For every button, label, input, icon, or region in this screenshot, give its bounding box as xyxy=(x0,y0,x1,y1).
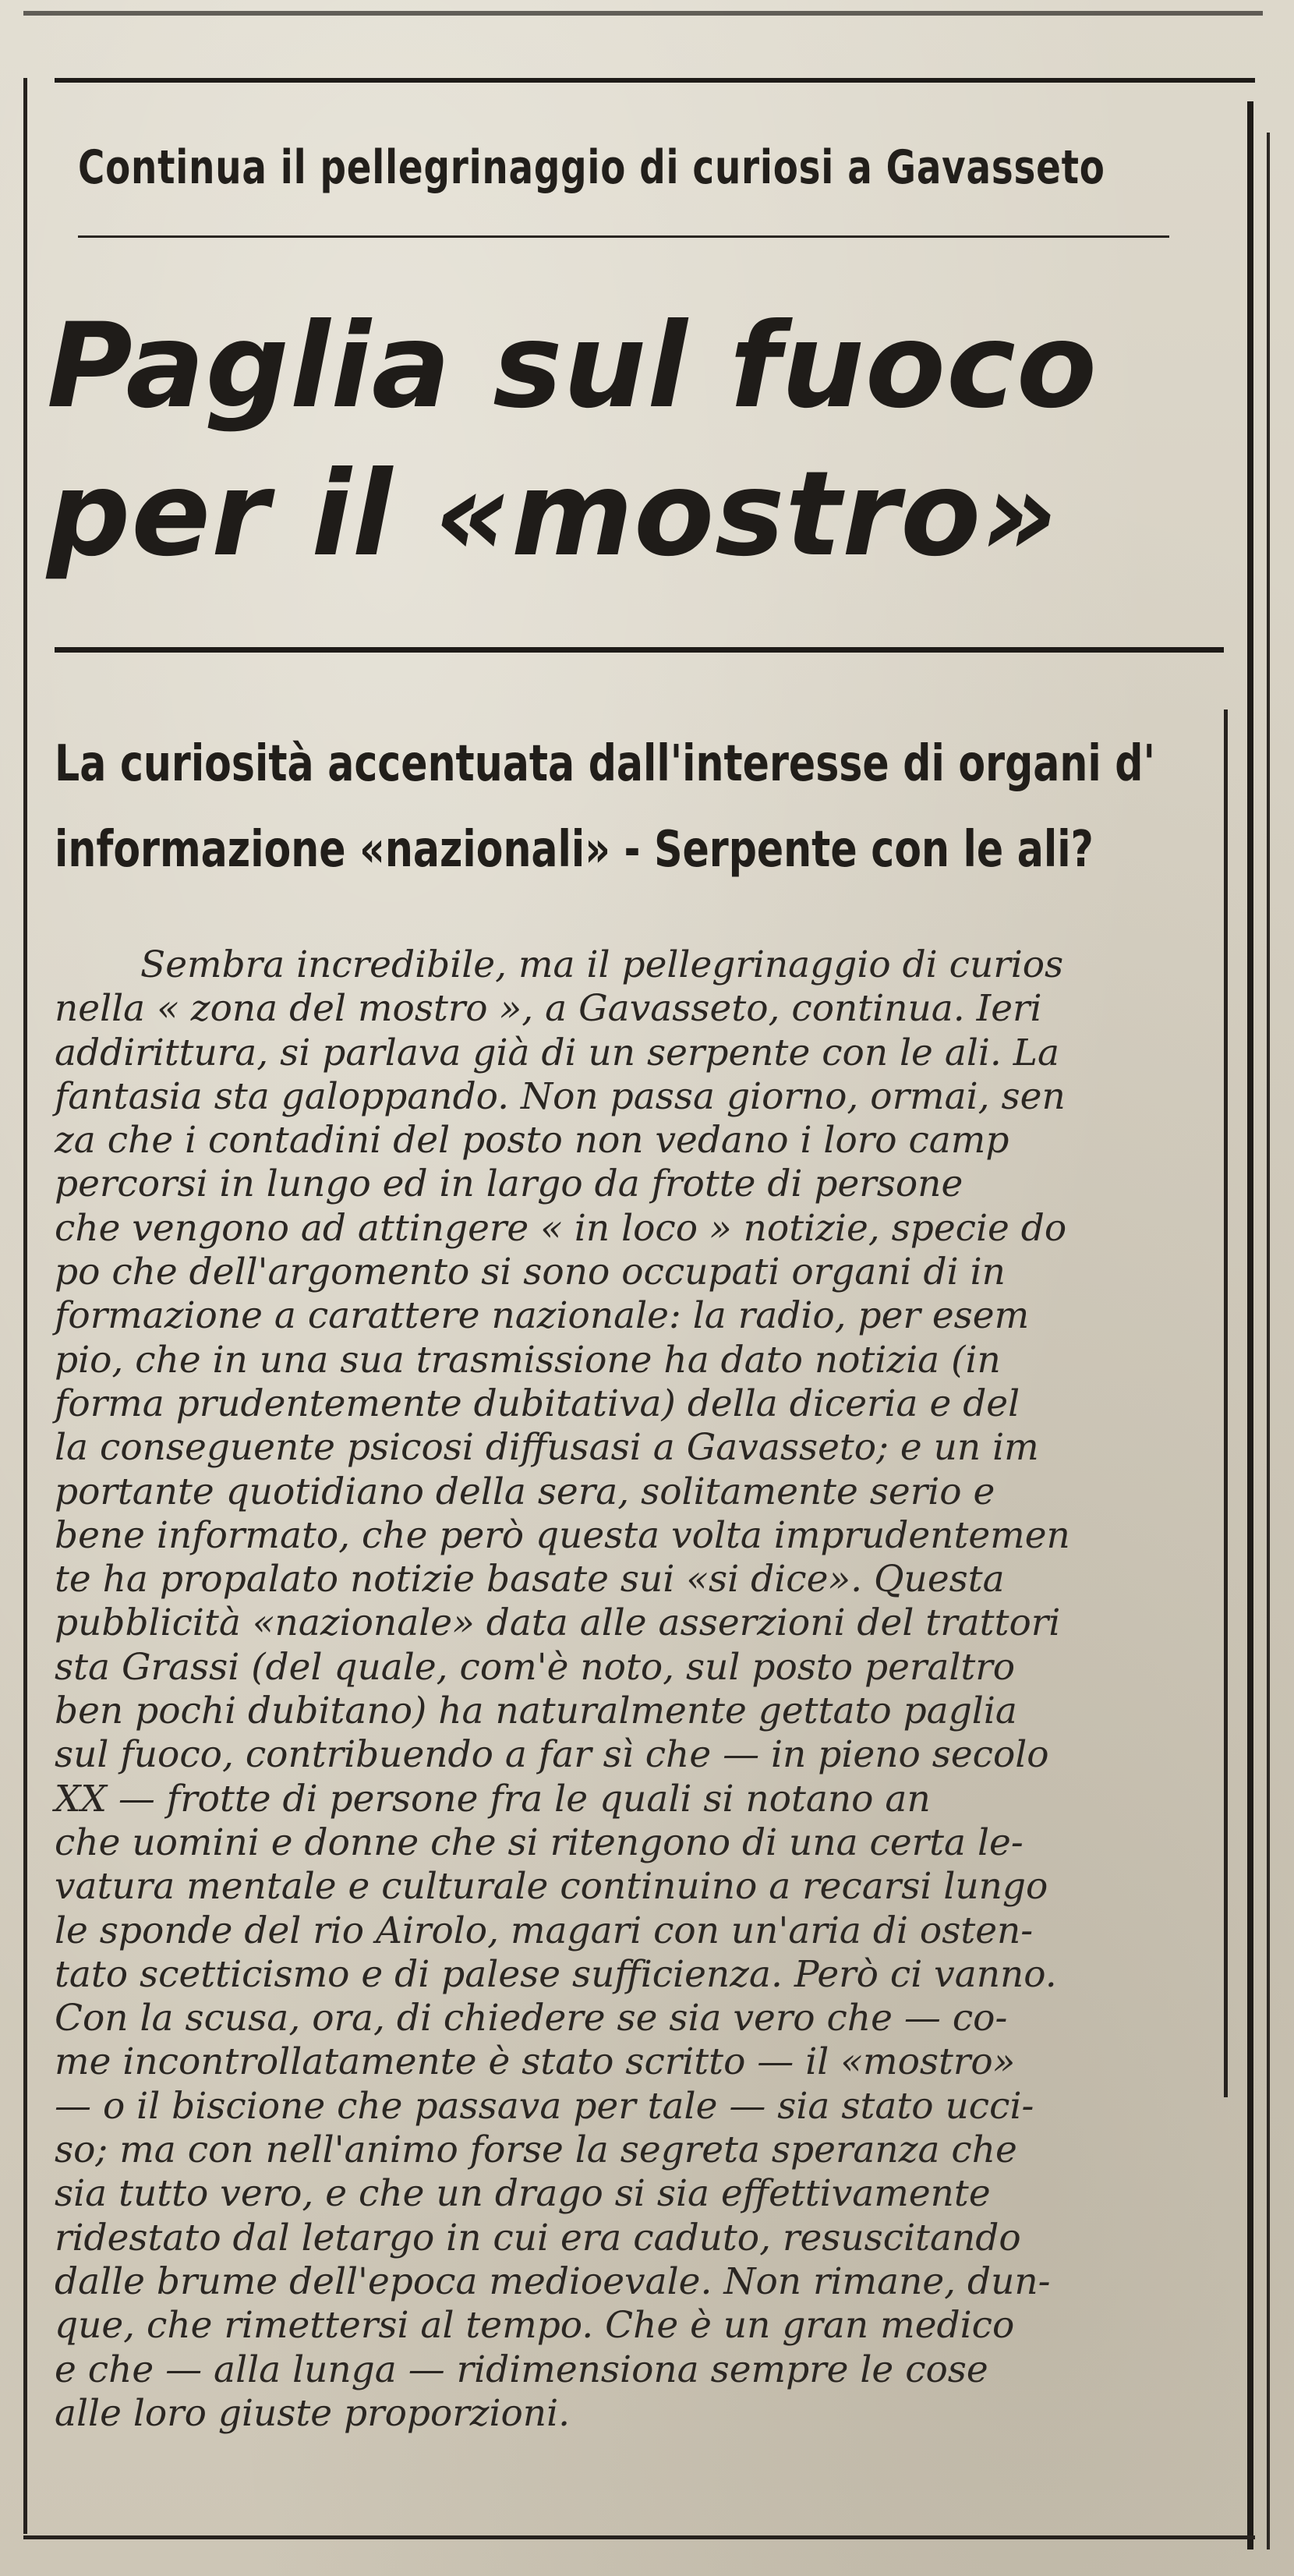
body-line: so; ma con nell'animo forse la segreta speranza che xyxy=(55,2128,1017,2172)
article-headline xyxy=(47,292,1247,589)
body-line: dalle brume dell'epoca medioevale. Non rimane, dun- xyxy=(55,2259,1051,2303)
body-line: addirittura, si parlava già di un serpente con le ali. La xyxy=(55,1031,1060,1074)
body-line: vatura mentale e culturale continuino a recarsi lungo xyxy=(55,1865,1048,1909)
frame-right-outer-rule xyxy=(1267,133,1270,2549)
body-line: ridestato dal letargo in cui era caduto, resuscitando xyxy=(55,2216,1021,2259)
body-line: po che dell'argomento si sono occupati organi di in xyxy=(55,1251,1006,1294)
body-line: ben pochi dubitano) ha naturalmente gettato paglia xyxy=(55,1690,1017,1733)
body-line: tato scetticismo e di palese sufficienza. Però ci vanno. xyxy=(55,1952,1057,1996)
headline-divider xyxy=(55,647,1224,653)
article-body xyxy=(55,943,1232,2436)
headline-line-2: per il «mostro» xyxy=(47,447,1059,582)
body-line: formazione a carattere nazionale: la radio, per esem xyxy=(55,1294,1030,1338)
body-line: le sponde del rio Airolo, magari con un'aria di osten- xyxy=(55,1909,1034,1952)
top-edge-rule xyxy=(23,11,1263,16)
body-line: pubblicità «nazionale» data alle asserzioni del trattori xyxy=(55,1601,1061,1645)
article-kicker: Continua il pellegrinaggio di curiosi a Gavasseto xyxy=(78,140,1105,195)
body-line: XX — frotte di persone fra le quali si notano an xyxy=(55,1777,931,1821)
frame-bottom-rule xyxy=(23,2535,1255,2539)
body-line: che vengono ad attingere « in loco » notizie, specie do xyxy=(55,1206,1067,1250)
body-line: pio, che in una sua trasmissione ha dato notizia (in xyxy=(55,1338,1001,1382)
body-line: nella « zona del mostro », a Gavasseto, continua. Ieri xyxy=(55,987,1042,1031)
frame-left-rule xyxy=(23,78,27,2534)
frame-top-rule xyxy=(55,78,1255,83)
frame-right-rule xyxy=(1247,101,1253,2549)
body-line: alle loro giuste proporzioni. xyxy=(55,2391,571,2435)
body-line: sta Grassi (del quale, com'è noto, sul posto peraltro xyxy=(55,1645,1016,1689)
body-line: fantasia sta galoppando. Non passa giorno, ormai, sen xyxy=(55,1074,1066,1118)
body-line: que, che rimettersi al tempo. Che è un gran medico xyxy=(55,2304,1015,2348)
body-line: te ha propalato notizie basate sui «si dice». Questa xyxy=(55,1558,1005,1601)
body-line: bene informato, che però questa volta imprudentemen xyxy=(55,1513,1070,1557)
body-line: portante quotidiano della sera, solitamente serio e xyxy=(55,1470,995,1513)
body-line: la conseguente psicosi diffusasi a Gavasseto; e un im xyxy=(55,1426,1039,1470)
kicker-divider xyxy=(78,235,1169,238)
body-line: sul fuoco, contribuendo a far sì che — in pieno secolo xyxy=(55,1733,1049,1777)
subheadline-line-1: La curiosità accentuata dall'interesse di organi d' xyxy=(55,735,1155,793)
body-line: — o il biscione che passava per tale — sia stato ucci- xyxy=(55,2084,1034,2128)
subheadline-line-2: informazione «nazionali» - Serpente con le ali? xyxy=(55,821,1094,879)
body-line: forma prudentemente dubitativa) della diceria e del xyxy=(55,1382,1020,1425)
body-line: za che i contadini del posto non vedano i loro camp xyxy=(55,1119,1009,1162)
body-line: e che — alla lunga — ridimensiona sempre le cose xyxy=(55,2348,988,2391)
body-line: Con la scusa, ora, di chiedere se sia vero che — co- xyxy=(55,1997,1008,2040)
body-line: percorsi in lungo ed in largo da frotte di persone xyxy=(55,1162,963,1206)
article-subheadline xyxy=(55,721,1255,893)
body-line: che uomini e donne che si ritengono di una certa le- xyxy=(55,1821,1024,1864)
headline-line-1: Paglia sul fuoco xyxy=(47,299,1098,434)
body-line: me incontrollatamente è stato scritto — il «mostro» xyxy=(55,2040,1016,2084)
body-line: Sembra incredibile, ma il pellegrinaggio di curios xyxy=(140,943,1064,986)
body-line: sia tutto vero, e che un drago si sia effettivamente xyxy=(55,2172,991,2216)
